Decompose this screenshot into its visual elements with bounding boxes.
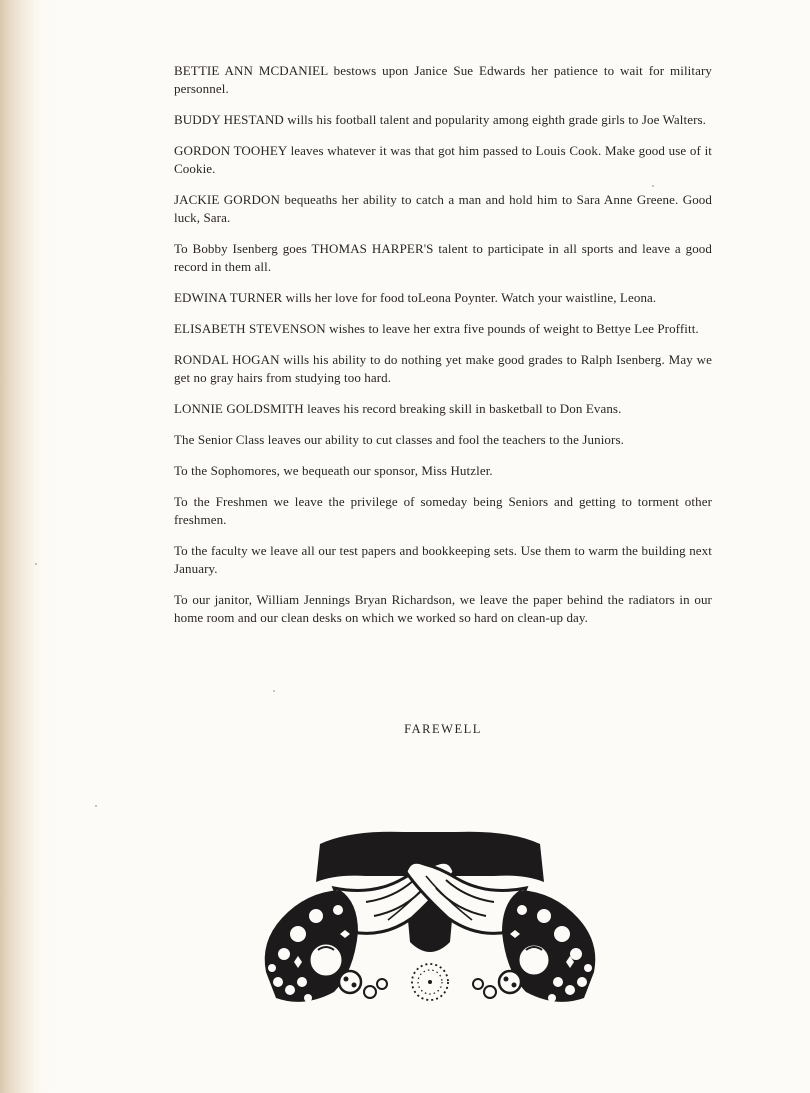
will-paragraph: EDWINA TURNER wills her love for food toLeona Poynter. Watch your waistline, Leona. bbox=[174, 290, 657, 305]
will-paragraph: To the Freshmen we leave the privilege of someday being Seniors and getting to torment other freshmen. bbox=[174, 494, 712, 527]
will-paragraph: JACKIE GORDON bequeaths her ability to catch a man and hold him to Sara Anne Greene. Good luck, Sara. bbox=[174, 192, 712, 225]
artist-signature-mark bbox=[412, 964, 448, 1000]
will-paragraph: To the faculty we leave all our test papers and bookkeeping sets. Use them to warm the building next January. bbox=[174, 543, 712, 576]
will-paragraph: LONNIE GOLDSMITH leaves his record breaking skill in basketball to Don Evans. bbox=[174, 401, 622, 416]
will-paragraph: To Bobby Isenberg goes THOMAS HARPER'S talent to participate in all sports and leave a good record in them all. bbox=[174, 241, 712, 274]
paper-speck bbox=[652, 185, 654, 187]
will-paragraph: BETTIE ANN MCDANIEL bestows upon Janice Sue Edwards her patience to wait for military personnel. bbox=[174, 63, 712, 96]
will-paragraph: RONDAL HOGAN wills his ability to do nothing yet make good grades to Ralph Isenberg. May we get no gray hairs from studying too hard. bbox=[174, 352, 712, 385]
paper-speck bbox=[273, 690, 275, 692]
will-paragraph: To the Sophomores, we bequeath our sponsor, Miss Hutzler. bbox=[174, 463, 493, 478]
will-paragraph: To our janitor, William Jennings Bryan Richardson, we leave the paper behind the radiators in our home room and our clean desks on which we worked so hard on clean-up day. bbox=[174, 592, 712, 625]
paper-speck bbox=[35, 563, 37, 565]
cornucopia-illustration bbox=[254, 822, 606, 1012]
page-binding-shadow bbox=[0, 0, 36, 1093]
will-text-body bbox=[174, 62, 712, 736]
paper-speck bbox=[95, 805, 97, 807]
will-paragraph: The Senior Class leaves our ability to cut classes and fool the teachers to the Juniors. bbox=[174, 432, 624, 447]
will-paragraph: GORDON TOOHEY leaves whatever it was that got him passed to Louis Cook. Make good use of it Cookie. bbox=[174, 143, 712, 176]
will-paragraph: BUDDY HESTAND wills his football talent and popularity among eighth grade girls to Joe Walters. bbox=[174, 112, 707, 127]
will-paragraph: ELISABETH STEVENSON wishes to leave her extra five pounds of weight to Bettye Lee Proffitt. bbox=[174, 321, 699, 336]
farewell-heading: FAREWELL bbox=[404, 722, 482, 736]
